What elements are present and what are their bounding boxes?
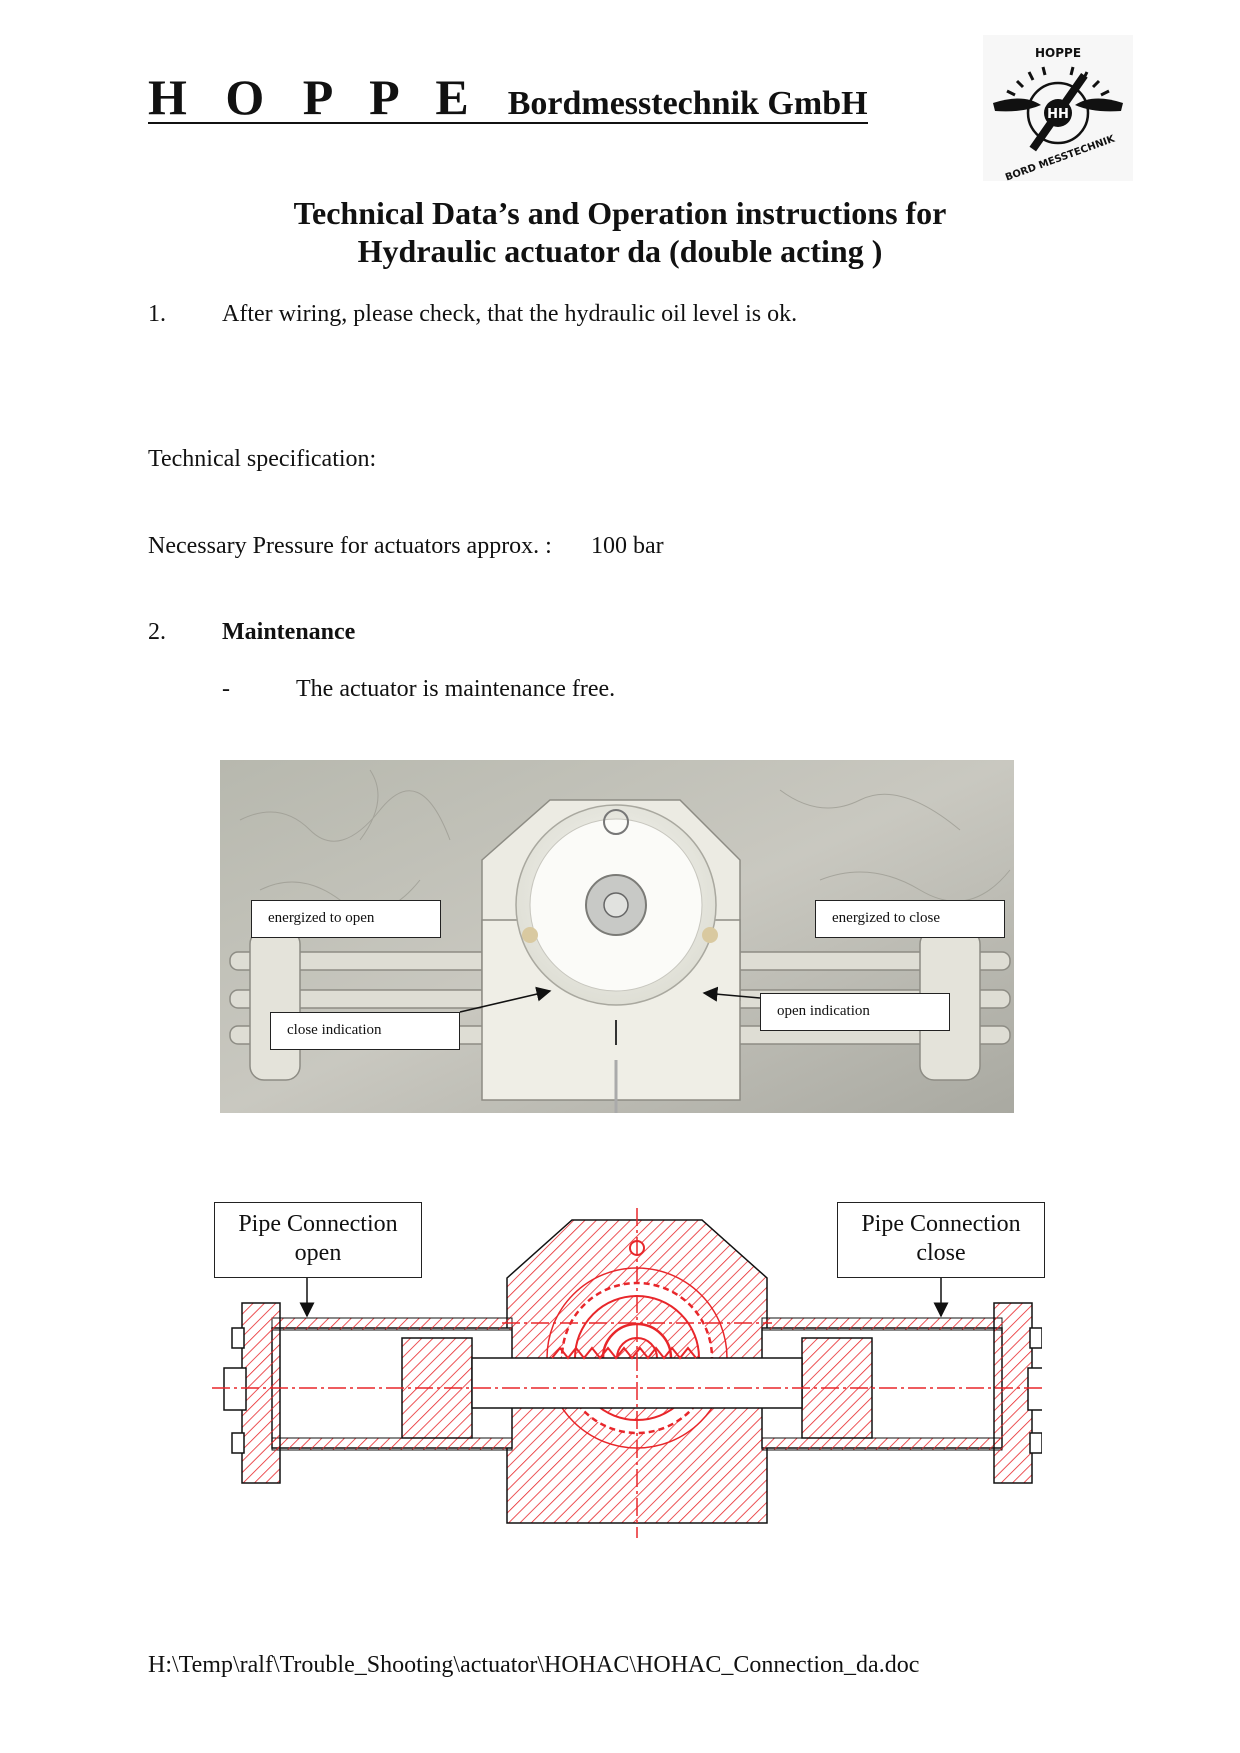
spec-heading: Technical specification: [148, 446, 377, 472]
pressure-label: Necessary Pressure for actuators approx. : [148, 533, 552, 559]
arrow-close-indication [460, 991, 550, 1012]
document-title-line2: Hydraulic actuator da (double acting ) [357, 233, 883, 269]
callout-close-indication: close indication [270, 1012, 460, 1050]
item2-number: 2. [148, 619, 166, 645]
item2-heading: Maintenance [222, 619, 356, 645]
actuator-drawing [212, 1208, 1042, 1588]
company-name: H O P P E [148, 69, 482, 125]
logo-center-text: HH [1047, 107, 1069, 122]
item1-text: After wiring, please check, that the hydraulic oil level is ok. [222, 301, 798, 327]
label-pipe-connection-open [214, 1202, 422, 1278]
company-logo [983, 35, 1133, 181]
company-header [148, 69, 868, 125]
document-title-line1: Technical Data’s and Operation instructions for [293, 195, 947, 231]
pressure-value: 100 bar [591, 533, 664, 559]
actuator-photo [220, 760, 1014, 1113]
item1-number: 1. [148, 301, 166, 327]
file-path-footer: H:\Temp\ralf\Trouble_Shooting\actuator\HOHAC\HOHAC_Connection_da.doc [148, 1652, 920, 1678]
logo-bottom-text: BORD MESSTECHNIK [1003, 133, 1117, 181]
callout-open-indication: open indication [760, 993, 950, 1031]
callout-energized-to-close: energized to close [815, 900, 1005, 938]
logo-top-text: HOPPE [1034, 46, 1082, 60]
pipe-close-line2: close [916, 1240, 966, 1266]
label-pipe-connection-close [837, 1202, 1045, 1278]
pipe-open-line1: Pipe Connection [238, 1211, 398, 1237]
bullet-text: The actuator is maintenance free. [296, 676, 616, 702]
pipe-close-line1: Pipe Connection [861, 1211, 1021, 1237]
callout-energized-to-open: energized to open [251, 900, 441, 938]
bullet-dash: - [222, 676, 230, 702]
company-subtitle: Bordmesstechnik GmbH [507, 85, 868, 122]
pipe-open-line2: open [294, 1240, 342, 1266]
arrow-open-indication [704, 993, 760, 998]
